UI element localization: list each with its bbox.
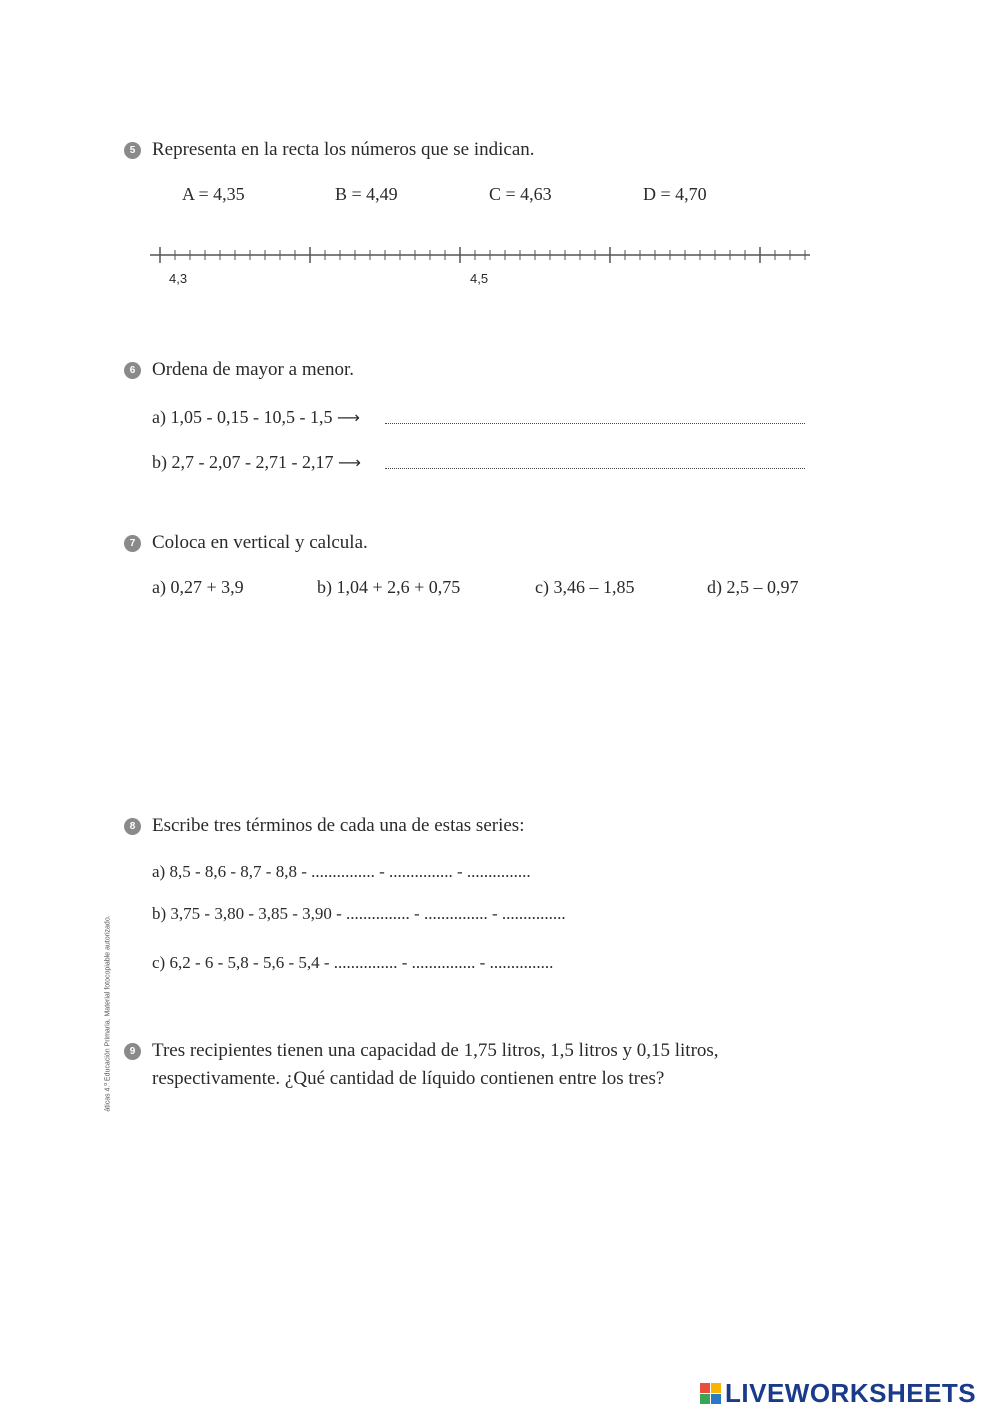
answer-line-6a[interactable] xyxy=(385,423,805,424)
exercise-7-badge: 7 xyxy=(124,535,141,552)
exercise-7-d: d) 2,5 – 0,97 xyxy=(707,577,799,597)
point-c: C = 4,63 xyxy=(489,184,552,204)
exercise-6-badge: 6 xyxy=(124,362,141,379)
exercise-7-a: a) 0,27 + 3,9 xyxy=(152,577,244,597)
number-line-label-mid: 4,5 xyxy=(470,271,489,286)
copyright-side-note: áticas 4.º Educación Primaria. Material fotocopiable autorizado. xyxy=(104,915,112,1112)
exercise-8-c[interactable]: c) 6,2 - 6 - 5,8 - 5,6 - 5,4 - ............... - ............... - ............... xyxy=(152,953,554,972)
number-line-label-start: 4,3 xyxy=(169,271,188,286)
exercise-6-b-text: b) 2,7 - 2,07 - 2,71 - 2,17 xyxy=(152,452,334,472)
exercise-5-badge: 5 xyxy=(124,142,141,159)
exercise-7-c: c) 3,46 – 1,85 xyxy=(535,577,635,597)
logo-mark-icon xyxy=(700,1383,721,1404)
exercise-7-b: b) 1,04 + 2,6 + 0,75 xyxy=(317,577,461,597)
exercise-9-line-2: respectivamente. ¿Qué cantidad de líquido contienen entre los tres? xyxy=(152,1068,665,1089)
exercise-6-a xyxy=(152,407,360,428)
exercise-6-b xyxy=(152,452,361,473)
answer-line-6b[interactable] xyxy=(385,468,805,469)
liveworksheets-logo xyxy=(700,1378,976,1408)
point-d: D = 4,70 xyxy=(643,184,707,204)
exercise-9-line-1: Tres recipientes tienen una capacidad de 1,75 litros, 1,5 litros y 0,15 litros, xyxy=(152,1040,719,1061)
arrow-icon: ⟶ xyxy=(336,408,360,427)
exercise-5-title: Representa en la recta los números que se indican. xyxy=(152,139,535,160)
exercise-6-a-text: a) 1,05 - 0,15 - 10,5 - 1,5 xyxy=(152,407,333,427)
number-line[interactable] xyxy=(150,240,810,270)
exercise-8-title: Escribe tres términos de cada una de estas series: xyxy=(152,815,525,836)
exercise-8-b[interactable]: b) 3,75 - 3,80 - 3,85 - 3,90 - ............... - ............... - ............... xyxy=(152,904,566,923)
point-a: A = 4,35 xyxy=(182,184,245,204)
exercise-7-title: Coloca en vertical y calcula. xyxy=(152,532,368,553)
exercise-6-title: Ordena de mayor a menor. xyxy=(152,359,355,380)
exercise-9-badge: 9 xyxy=(124,1043,141,1060)
exercise-8-a[interactable]: a) 8,5 - 8,6 - 8,7 - 8,8 - ............... - ............... - ............... xyxy=(152,862,531,881)
point-b: B = 4,49 xyxy=(335,184,398,204)
logo-text: LIVEWORKSHEETS xyxy=(725,1377,977,1408)
exercise-8-badge: 8 xyxy=(124,818,141,835)
arrow-icon: ⟶ xyxy=(337,453,361,472)
